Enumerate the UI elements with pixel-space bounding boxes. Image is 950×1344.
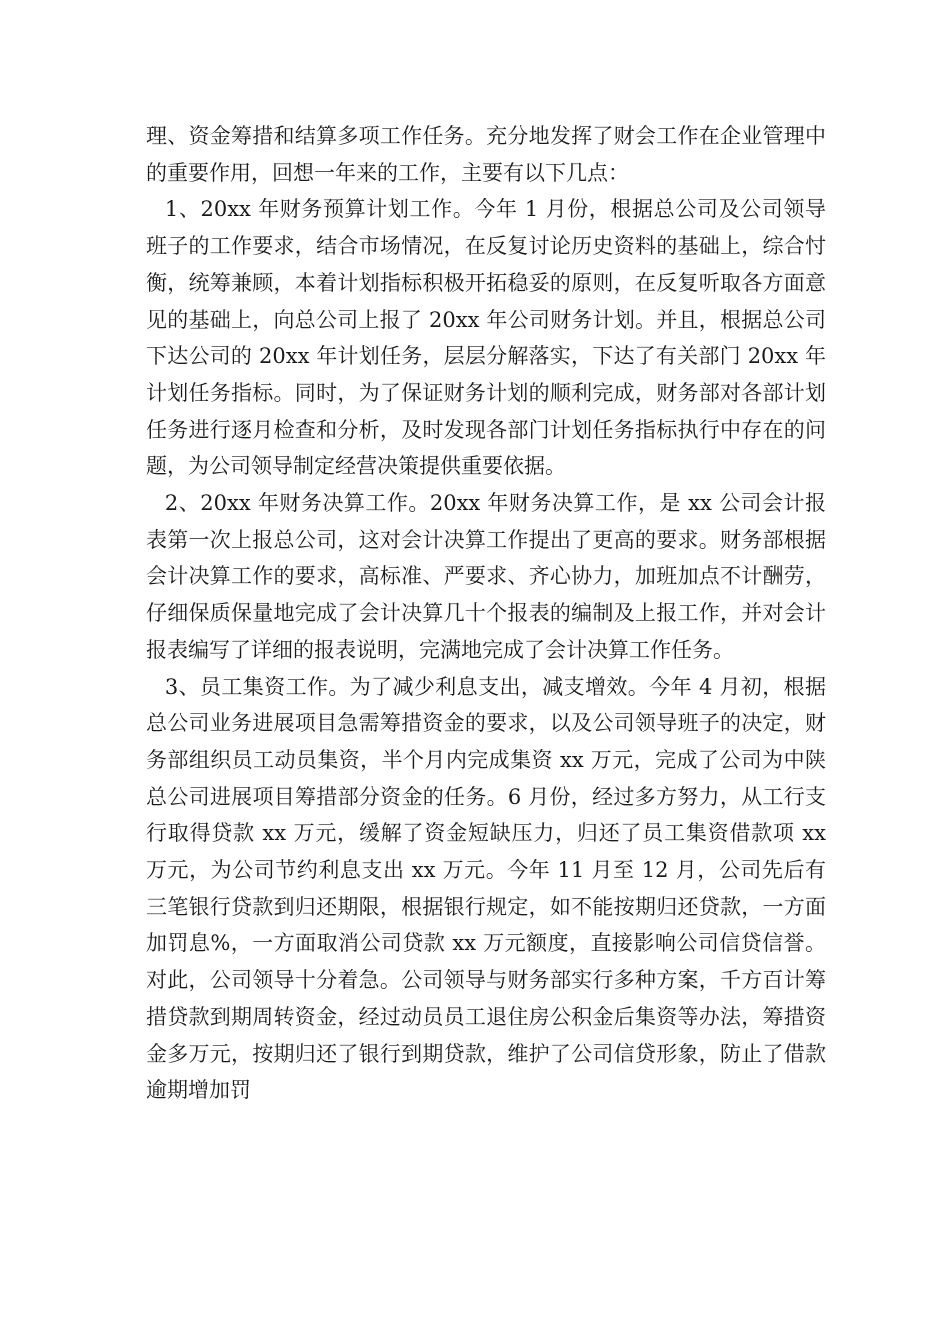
paragraph-intro: 理、资金筹措和结算多项工作任务。充分地发挥了财会工作在企业管理中的重要作用，回想一年来的工作，主要有以下几点：: [146, 124, 826, 185]
paragraph-item-2: 2、20xx 年财务决算工作。20xx 年财务决算工作，是 xx 公司会计报表第一次上报总公司，这对会计决算工作提出了更高的要求。财务部根据会计决算工作的要求，高标准、严要求、齐心协力，加班加点不计酬劳，仔细保质保量地完成了会计决算几十个报表的编制及上报工作，并对会计报表编写了详细的报表说明，完满地完成了会计决算工作任务。: [146, 491, 826, 662]
paragraph-item-3: 3、员工集资工作。为了减少利息支出，减支增效。今年 4 月初，根据总公司业务进展项目急需筹措资金的要求，以及公司领导班子的决定，财务部组织员工动员集资，半个月内完成集资 xx 万元，完成了公司为中陕总公司进展项目筹措部分资金的任务。6 月份，经过多方努力，从工行支行取得贷款 xx 万元，缓解了资金短缺压力，归还了员工集资借款项 xx 万元，为公司节约利息支出 xx 万元。今年 11 月至 12 月，公司先后有三笔银行贷款到归还期限，根据银行规定，如不能按期归还贷款，一方面加罚息%，一方面取消公司贷款 xx 万元额度，直接影响公司信贷信誉。对此，公司领导十分着急。公司领导与财务部实行多种方案，千方百计筹措贷款到期周转资金，经过动员员工退住房公积金后集资等办法，筹措资金多万元，按期归还了银行到期贷款，维护了公司信贷形象，防止了借款逾期增加罚: [146, 674, 826, 1103]
paragraph-item-1: 1、20xx 年财务预算计划工作。今年 1 月份，根据总公司及公司领导班子的工作要求，结合市场情况，在反复讨论历史资料的基础上，综合忖衡，统筹兼顾，本着计划指标积极开拓稳妥的原则，在反复听取各方面意见的基础上，向总公司上报了 20xx 年公司财务计划。并且，根据总公司下达公司的 20xx 年计划任务，层层分解落实，下达了有关部门 20xx 年计划任务指标。同时，为了保证财务计划的顺利完成，财务部对各部计划任务进行逐月检查和分析，及时发现各部门计划任务指标执行中存在的问题，为公司领导制定经营决策提供重要依据。: [146, 197, 826, 479]
document-page: [146, 118, 826, 1109]
